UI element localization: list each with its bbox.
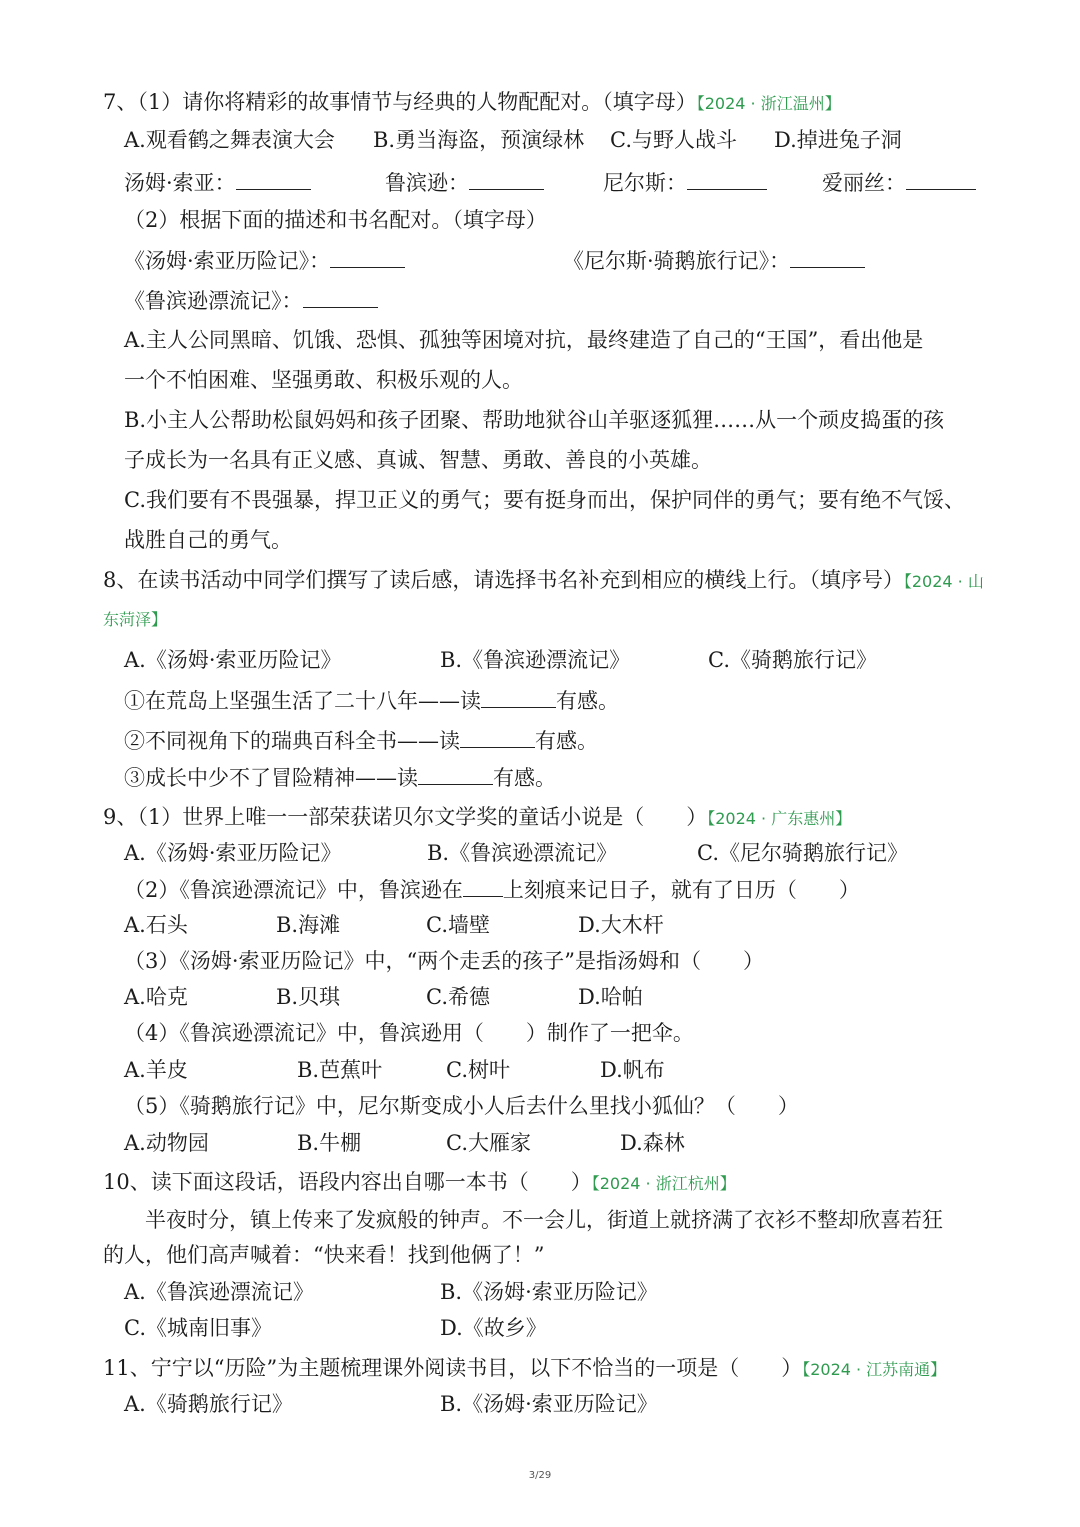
- book-label: 《鲁滨逊漂流记》：: [124, 289, 303, 313]
- q9-option: C.大雁家: [446, 1131, 531, 1155]
- source-tag: 【2024 · 浙江杭州】: [591, 1174, 736, 1193]
- page-number: 3/29: [528, 1470, 552, 1481]
- q8-option: C.《骑鹅旅行记》: [708, 648, 877, 672]
- q11-option: B.《汤姆·索亚历险记》: [440, 1392, 658, 1416]
- q7-match-row: [822, 167, 976, 198]
- q7-option: D.掉进兔子洞: [774, 128, 902, 152]
- q8-option: B.《鲁滨逊漂流记》: [440, 648, 631, 672]
- answer-blank[interactable]: [687, 167, 767, 190]
- answer-blank[interactable]: [330, 245, 405, 268]
- sentence-text: ①在荒岛上坚强生活了二十八年——读: [124, 689, 481, 713]
- q8-sentence: [124, 725, 598, 756]
- q7-match-row: [124, 167, 311, 198]
- q9-option: C.希德: [426, 985, 490, 1009]
- answer-blank[interactable]: [463, 874, 503, 897]
- source-tag: 【2024 · 浙江温州】: [696, 94, 841, 113]
- q9-option: A.动物园: [124, 1131, 209, 1155]
- question-text: （2）《鲁滨逊漂流记》中，鲁滨逊在: [124, 878, 463, 902]
- q10-passage: 半夜时分，镇上传来了发疯般的钟声。不一会儿，街道上就挤满了衣衫不整却欣喜若狂: [145, 1208, 943, 1232]
- q9-option: D.哈帕: [578, 985, 643, 1009]
- q8-option: A.《汤姆·索亚历险记》: [124, 648, 342, 672]
- sentence-text: ③成长中少不了冒险精神——读: [124, 766, 418, 790]
- q7-book-row: [563, 245, 865, 276]
- sentence-text: 有感。: [493, 766, 556, 790]
- q11-option: A.《骑鹅旅行记》: [124, 1392, 293, 1416]
- answer-blank[interactable]: [303, 285, 378, 308]
- q10-title-text: 10、读下面这段话，语段内容出自哪一本书（ ）: [103, 1170, 592, 1194]
- q9-option: D.帆布: [600, 1058, 665, 1082]
- q7-match-row: [385, 167, 544, 198]
- source-tag-cont: 东菏泽】: [103, 610, 168, 629]
- q7-desc-a: A.主人公同黑暗、饥饿、恐惧、孤独等困境对抗，最终建造了自己的“王国”，看出他是: [124, 328, 924, 352]
- source-tag: 【2024 · 广东惠州】: [707, 809, 852, 828]
- q8-title: [103, 565, 984, 597]
- book-label: 《汤姆·索亚历险记》：: [124, 249, 331, 273]
- answer-blank[interactable]: [236, 167, 311, 190]
- q9-part2: [124, 874, 860, 905]
- q9-option: C.墙壁: [426, 913, 490, 937]
- q9-part5: （5）《骑鹅旅行记》中，尼尔斯变成小人后去什么里找小狐仙？（ ）: [124, 1094, 799, 1118]
- q7-desc-b-cont: 子成长为一名具有正义感、真诚、智慧、勇敢、善良的小英雄。: [124, 448, 712, 472]
- q7-title: [103, 87, 841, 119]
- q10-option: A.《鲁滨逊漂流记》: [124, 1280, 314, 1304]
- q10-title: [103, 1167, 736, 1199]
- q7-option: A.观看鹤之舞表演大会: [124, 128, 335, 152]
- q9-option: B.贝琪: [276, 985, 341, 1009]
- sentence-text: 有感。: [556, 689, 619, 713]
- q9-option: C.树叶: [446, 1058, 510, 1082]
- q7-desc-a-cont: 一个不怕困难、坚强勇敢、积极乐观的人。: [124, 368, 523, 392]
- sentence-text: 有感。: [535, 729, 598, 753]
- q9-option: C.《尼尔骑鹅旅行记》: [697, 841, 908, 865]
- q7-part2-title: （2）根据下面的描述和书名配对。（填字母）: [124, 208, 547, 232]
- q9-part1-text: 9、（1）世界上唯一一部荣获诺贝尔文学奖的童话小说是（ ）: [103, 805, 708, 829]
- q9-option: D.大木杆: [578, 913, 664, 937]
- person-label: 汤姆·索亚：: [124, 171, 236, 195]
- answer-blank[interactable]: [460, 725, 535, 748]
- sentence-text: ②不同视角下的瑞典百科全书——读: [124, 729, 460, 753]
- source-tag: 【2024 · 山: [903, 572, 984, 591]
- q9-part3: （3）《汤姆·索亚历险记》中，“两个走丢的孩子”是指汤姆和（ ）: [124, 949, 765, 973]
- q11-title: [103, 1353, 946, 1385]
- q9-option: B.《鲁滨逊漂流记》: [427, 841, 618, 865]
- person-label: 爱丽丝：: [822, 171, 906, 195]
- q7-title-text: 7、（1）请你将精彩的故事情节与经典的人物配配对。（填字母）: [103, 90, 697, 114]
- q7-match-row: [603, 167, 767, 198]
- q9-option: B.芭蕉叶: [297, 1058, 383, 1082]
- q7-option: B.勇当海盗，预演绿林: [373, 128, 585, 152]
- q8-sentence: [124, 762, 556, 793]
- q9-option: D.森林: [620, 1131, 685, 1155]
- q10-passage-cont: 的人，他们高声喊着：“快来看！找到他俩了！”: [103, 1243, 545, 1267]
- q9-part1: [103, 802, 851, 834]
- answer-blank[interactable]: [418, 762, 493, 785]
- answer-blank[interactable]: [469, 167, 544, 190]
- q7-desc-c: C.我们要有不畏强暴，捍卫正义的勇气；要有挺身而出，保护同伴的勇气；要有绝不气馁、: [124, 488, 965, 512]
- q9-option: A.《汤姆·索亚历险记》: [124, 841, 342, 865]
- q7-option: C.与野人战斗: [610, 128, 737, 152]
- q8-sentence: [124, 685, 619, 716]
- answer-blank[interactable]: [906, 167, 976, 190]
- q7-desc-b: B.小主人公帮助松鼠妈妈和孩子团聚、帮助地狱谷山羊驱逐狐狸……从一个顽皮捣蛋的孩: [124, 408, 945, 432]
- q11-title-text: 11、宁宁以“历险”为主题梳理课外阅读书目，以下不恰当的一项是（ ）: [103, 1356, 803, 1380]
- q9-option: A.哈克: [124, 985, 188, 1009]
- person-label: 鲁滨逊：: [385, 171, 469, 195]
- q7-desc-c-cont: 战胜自己的勇气。: [124, 528, 292, 552]
- q9-option: A.羊皮: [124, 1058, 188, 1082]
- source-tag: 【2024 · 江苏南通】: [802, 1360, 947, 1379]
- q10-option: B.《汤姆·索亚历险记》: [440, 1280, 658, 1304]
- q7-book-row: [124, 245, 405, 276]
- q10-option: D.《故乡》: [440, 1316, 547, 1340]
- q9-part4: （4）《鲁滨逊漂流记》中，鲁滨逊用（ ）制作了一把伞。: [124, 1021, 694, 1045]
- q10-option: C.《城南旧事》: [124, 1316, 272, 1340]
- person-label: 尼尔斯：: [603, 171, 687, 195]
- answer-blank[interactable]: [481, 685, 556, 708]
- q8-title-text: 8、在读书活动中同学们撰写了读后感，请选择书名补充到相应的横线上行。（填序号）: [103, 568, 904, 592]
- answer-blank[interactable]: [790, 245, 865, 268]
- book-label: 《尼尔斯·骑鹅旅行记》：: [563, 249, 791, 273]
- q9-option: A.石头: [124, 913, 188, 937]
- q9-option: B.牛棚: [297, 1131, 362, 1155]
- q7-book-row: [124, 285, 378, 316]
- q9-option: B.海滩: [276, 913, 341, 937]
- question-text: 上刻痕来记日子，就有了日历（ ）: [502, 878, 860, 902]
